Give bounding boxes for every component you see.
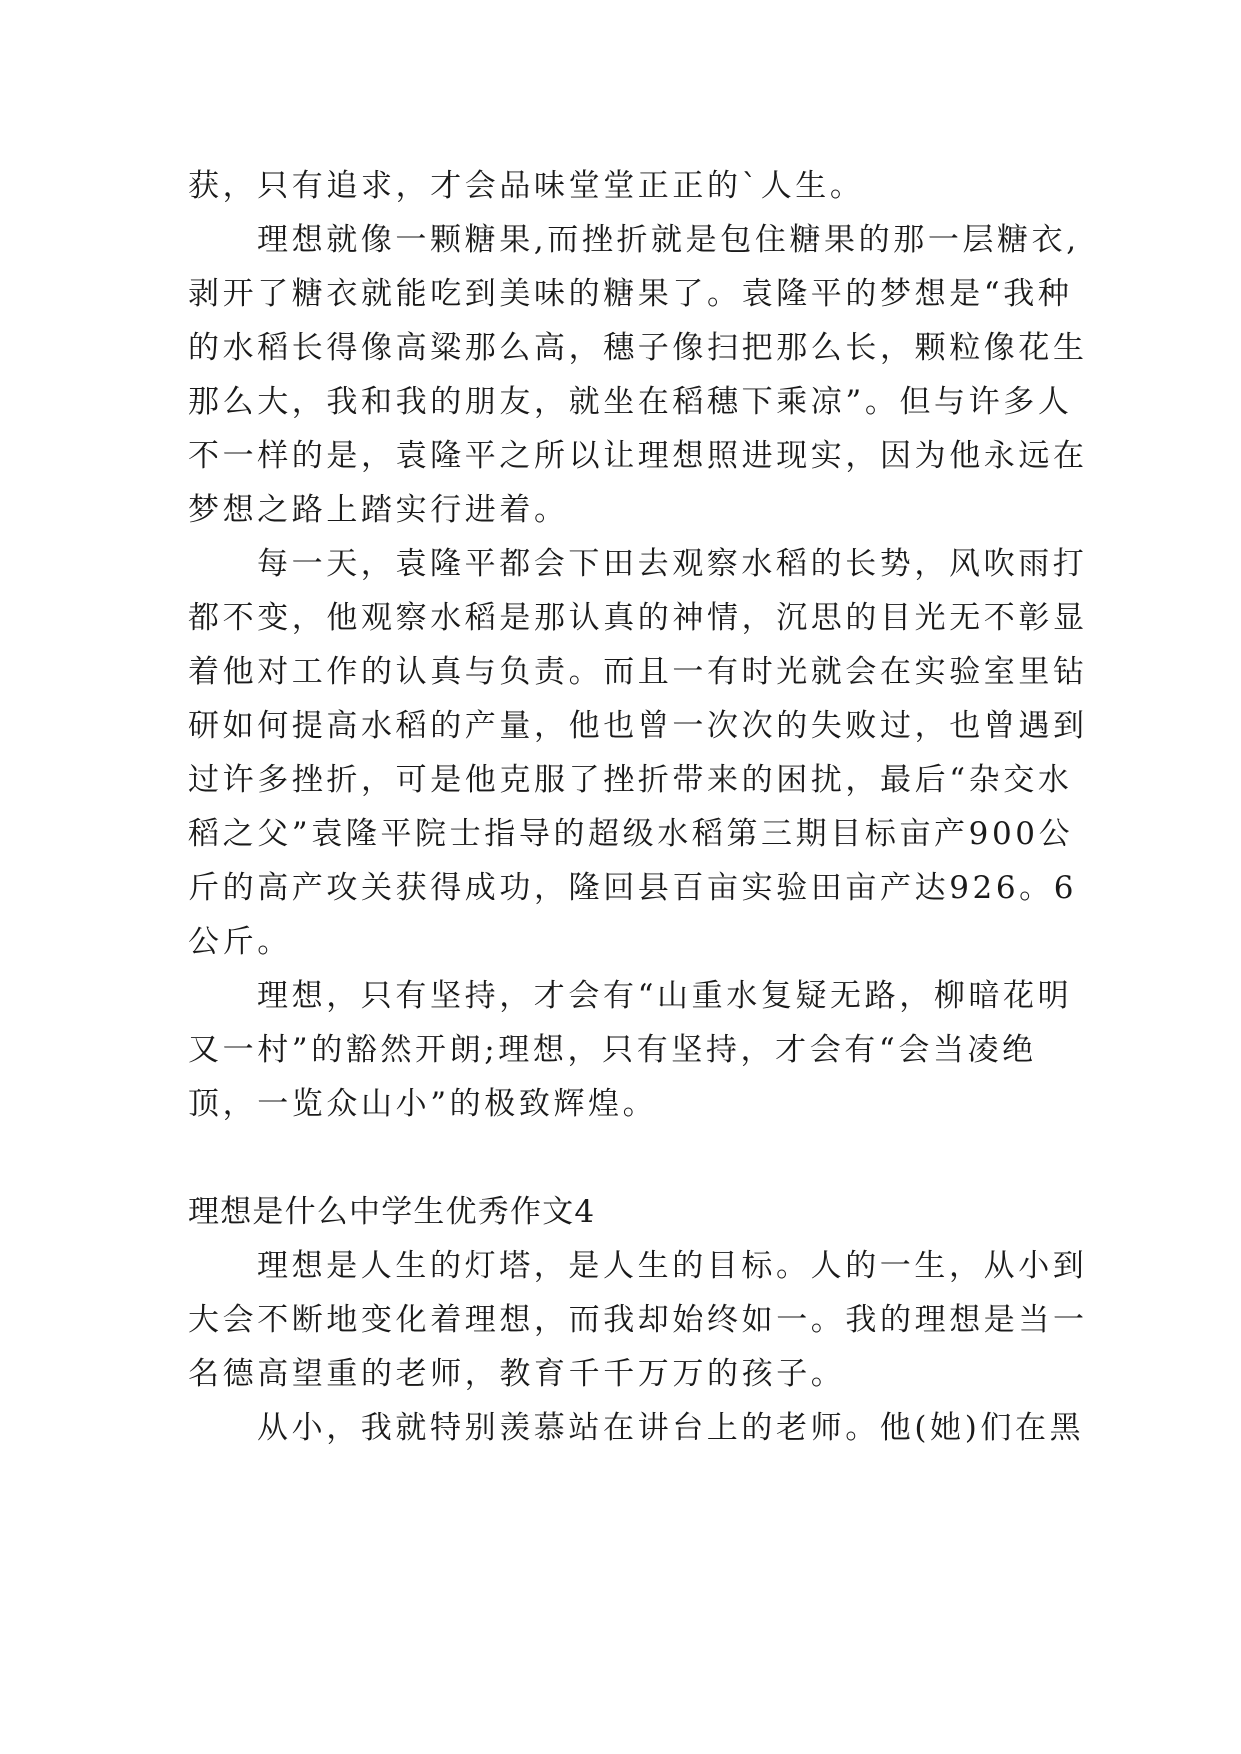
paragraph-first-line: 每一天，袁隆平都会下田去观察水稻的长势，风吹雨打 bbox=[257, 546, 1088, 582]
paragraph-line: 研如何提高水稻的产量，他也曾一次次的失败过，也曾遇到 bbox=[188, 708, 1088, 744]
paragraph-first-line: 理想是人生的灯塔，是人生的目标。人的一生，从小到 bbox=[257, 1248, 1088, 1284]
paragraph-line: 名德高望重的老师，教育千千万万的孩子。 bbox=[188, 1356, 846, 1392]
paragraph-line: 大会不断地变化着理想，而我却始终如一。我的理想是当一 bbox=[188, 1302, 1088, 1338]
paragraph-line: 稻之父”袁隆平院士指导的超级水稻第三期目标亩产900公 bbox=[188, 816, 1074, 852]
paragraph-first-line: 理想就像一颗糖果,而挫折就是包住糖果的那一层糖衣, bbox=[257, 222, 1080, 258]
paragraph-line: 获，只有追求，才会品味堂堂正正的`人生。 bbox=[188, 168, 865, 204]
paragraph-line: 顶，一览众山小”的极致辉煌。 bbox=[188, 1086, 658, 1122]
paragraph-first-line: 理想，只有坚持，才会有“山重水复疑无路，柳暗花明 bbox=[257, 978, 1073, 1014]
paragraph-line: 斤的高产攻关获得成功，隆回县百亩实验田亩产达926。6 bbox=[188, 870, 1078, 906]
paragraph-line: 公斤。 bbox=[188, 924, 292, 960]
paragraph-line: 梦想之路上踏实行进着。 bbox=[188, 492, 569, 528]
paragraph-line: 着他对工作的认真与负责。而且一有时光就会在实验室里钻 bbox=[188, 654, 1088, 690]
paragraph-line: 又一村”的豁然开朗;理想，只有坚持，才会有“会当凌绝 bbox=[188, 1032, 1037, 1068]
section-heading: 理想是什么中学生优秀作文4 bbox=[188, 1194, 596, 1230]
paragraph-line: 不一样的是，袁隆平之所以让理想照进现实，因为他永远在 bbox=[188, 438, 1088, 474]
paragraph-first-line: 从小，我就特别羡慕站在讲台上的老师。他(她)们在黑 bbox=[257, 1410, 1085, 1446]
paragraph-line: 都不变，他观察水稻是那认真的神情，沉思的目光无不彰显 bbox=[188, 600, 1088, 636]
paragraph-line: 的水稻长得像高粱那么高，穗子像扫把那么长，颗粒像花生 bbox=[188, 330, 1088, 366]
paragraph-line: 剥开了糖衣就能吃到美味的糖果了。袁隆平的梦想是“我种 bbox=[188, 276, 1073, 312]
paragraph-line: 过许多挫折，可是他克服了挫折带来的困扰，最后“杂交水 bbox=[188, 762, 1073, 798]
paragraph-line: 那么大，我和我的朋友，就坐在稻穗下乘凉”。但与许多人 bbox=[188, 384, 1073, 420]
